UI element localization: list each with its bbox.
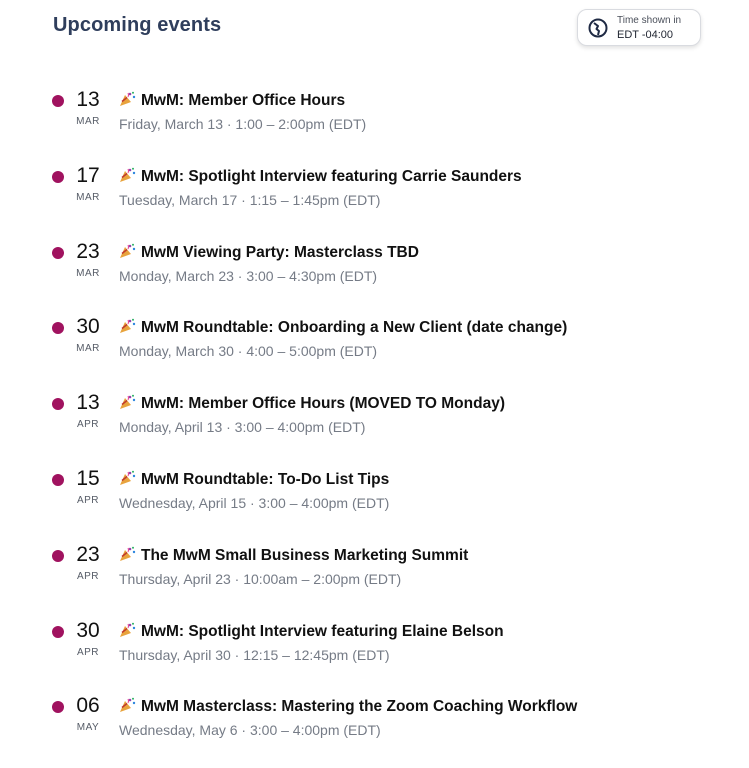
event-datetime: Monday, April 13 · 3:00 – 4:00pm (EDT) xyxy=(119,419,366,436)
timezone-value: EDT -04:00 xyxy=(617,29,674,41)
event-day: 30 xyxy=(76,618,100,642)
events-list xyxy=(0,86,749,768)
event-title-link[interactable]: MwM Roundtable: Onboarding a New Client (date change) xyxy=(141,319,568,337)
event-item[interactable] xyxy=(0,465,749,541)
party-popper-icon xyxy=(119,167,137,183)
event-item[interactable] xyxy=(0,313,749,389)
event-month: MAR xyxy=(76,191,100,203)
event-item[interactable] xyxy=(0,692,749,768)
event-title-link[interactable]: MwM: Member Office Hours xyxy=(141,92,346,109)
event-title-link[interactable]: MwM Masterclass: Mastering the Zoom Coaching Workflow xyxy=(141,698,578,716)
event-item[interactable] xyxy=(0,86,749,162)
event-month: APR xyxy=(76,419,100,431)
event-day: 23 xyxy=(76,239,100,263)
event-title-link[interactable]: MwM Roundtable: To-Do List Tips xyxy=(141,470,390,488)
event-dot xyxy=(52,626,64,638)
event-month: APR xyxy=(76,646,100,658)
event-dot xyxy=(52,171,64,183)
event-dot xyxy=(52,474,64,486)
event-title-link[interactable]: MwM Viewing Party: Masterclass TBD xyxy=(141,243,419,261)
event-item[interactable] xyxy=(0,617,749,693)
event-day: 23 xyxy=(76,542,100,566)
party-popper-icon xyxy=(119,697,137,713)
event-dot xyxy=(52,398,64,410)
party-popper-icon xyxy=(119,394,137,410)
event-month: MAR xyxy=(76,116,100,127)
event-title-link[interactable]: MwM: Spotlight Interview featuring Carrie Saunders xyxy=(141,167,522,185)
event-item[interactable] xyxy=(0,162,749,238)
party-popper-icon xyxy=(119,318,137,334)
event-month: APR xyxy=(76,570,100,582)
event-item[interactable] xyxy=(0,541,749,617)
event-day: 30 xyxy=(76,315,100,339)
event-dot xyxy=(52,247,64,259)
party-popper-icon xyxy=(119,546,137,562)
event-day: 06 xyxy=(76,694,100,718)
event-datetime: Tuesday, March 17 · 1:15 – 1:45pm (EDT) xyxy=(119,191,381,208)
event-title-link[interactable]: MwM: Spotlight Interview featuring Elaine Belson xyxy=(141,622,504,640)
event-datetime: Thursday, April 23 · 10:00am – 2:00pm (EDT) xyxy=(119,570,402,587)
party-popper-icon xyxy=(119,243,137,259)
event-title-link[interactable]: The MwM Small Business Marketing Summit xyxy=(141,546,469,564)
event-datetime: Thursday, April 30 · 12:15 – 12:45pm (EDT) xyxy=(119,646,390,663)
event-dot xyxy=(52,95,64,107)
page-title: Upcoming events xyxy=(53,14,222,36)
event-datetime: Monday, March 23 · 3:00 – 4:30pm (EDT) xyxy=(119,267,378,284)
event-item[interactable] xyxy=(0,389,749,465)
event-dot xyxy=(52,550,64,562)
event-title-link[interactable]: MwM: Member Office Hours (MOVED TO Monday) xyxy=(141,395,505,413)
event-dot xyxy=(52,322,64,334)
globe-clock-icon xyxy=(588,18,608,38)
event-item[interactable] xyxy=(0,238,749,314)
timezone-selector[interactable] xyxy=(577,9,701,46)
event-dot xyxy=(52,701,64,713)
event-month: MAR xyxy=(76,267,100,279)
event-month: APR xyxy=(76,494,100,506)
party-popper-icon xyxy=(119,470,137,486)
event-datetime: Monday, March 30 · 4:00 – 5:00pm (EDT) xyxy=(119,343,378,360)
event-day: 13 xyxy=(76,88,100,111)
party-popper-icon xyxy=(119,91,137,107)
event-day: 13 xyxy=(76,391,100,415)
event-datetime: Wednesday, May 6 · 3:00 – 4:00pm (EDT) xyxy=(119,722,381,739)
timezone-label: Time shown in xyxy=(617,15,682,26)
event-month: MAY xyxy=(76,722,100,734)
event-day: 15 xyxy=(76,466,100,490)
event-month: MAR xyxy=(76,343,100,355)
event-datetime: Friday, March 13 · 1:00 – 2:00pm (EDT) xyxy=(119,116,367,132)
party-popper-icon xyxy=(119,622,137,638)
event-day: 17 xyxy=(76,163,100,187)
event-datetime: Wednesday, April 15 · 3:00 – 4:00pm (EDT) xyxy=(119,494,390,511)
